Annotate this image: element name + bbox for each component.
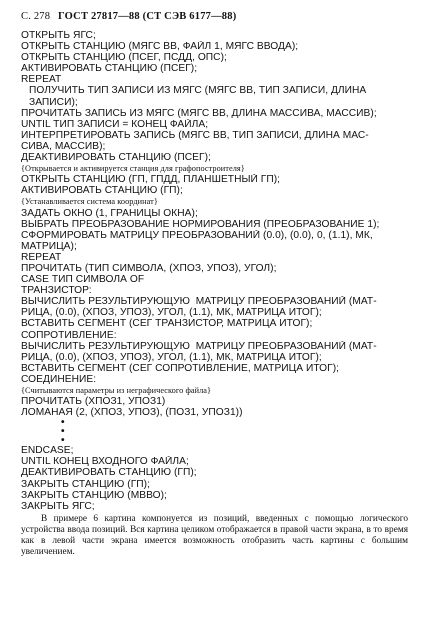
code-line: ВЫБРАТЬ ПРЕОБРАЗОВАНИЕ НОРМИРОВАНИЯ (ПРЕОБРАЗОВАНИЕ 1); <box>21 218 380 230</box>
code-line: ТРАНЗИСТОР: <box>21 285 92 297</box>
explanation-paragraph <box>21 514 408 559</box>
code-line: UNTIL КОНЕЦ ВХОДНОГО ФАЙЛА; <box>21 456 189 468</box>
code-line: СИВА, МАССИВ); <box>21 140 106 152</box>
code-line: ВСТАВИТЬ СЕГМЕНТ (СЕГ СОПРОТИВЛЕНИЕ, МАТРИЦА ИТОГ); <box>21 362 340 374</box>
code-line: ENDCASE; <box>21 445 74 457</box>
code-line: ВСТАВИТЬ СЕГМЕНТ (СЕГ ТРАНЗИСТОР, МАТРИЦА ИТОГ); <box>21 318 313 330</box>
code-line: CASE ТИП СИМВОЛА OF <box>21 274 145 286</box>
code-line: СОПРОТИВЛЕНИЕ: <box>21 329 117 341</box>
code-line: ЗАПИСИ); <box>29 96 78 108</box>
code-line: ЗАКРЫТЬ СТАНЦИЮ (МВВО); <box>21 489 167 501</box>
code-line: СФОРМИРОВАТЬ МАТРИЦУ ПРЕОБРАЗОВАНИЙ (0.0), (0.0), 0, (1.1), МК, <box>21 229 373 241</box>
code-line: ЗАКРЫТЬ ЯГС; <box>21 500 95 512</box>
code-line: ВЫЧИСЛИТЬ РЕЗУЛЬТИРУЮЩУЮ МАТРИЦУ ПРЕОБРАЗОВАНИЙ (МАТ- <box>21 296 377 308</box>
page-number: С. 278 <box>21 11 51 22</box>
code-line: ЗАДАТЬ ОКНО (1, ГРАНИЦЫ ОКНА); <box>21 207 198 219</box>
code-line: РИЦА, (0.0), (ХПОЗ, УПОЗ), УГОЛ, (1.1), МК, МАТРИЦА ИТОГ); <box>21 307 322 319</box>
standard-designation: ГОСТ 27817—88 (СТ СЭВ 6177—88) <box>58 11 237 22</box>
code-line: ДЕАКТИВИРОВАТЬ СТАНЦИЮ (ГП); <box>21 467 197 479</box>
code-line: ОТКРЫТЬ СТАНЦИЮ (ГП, ГПДД, ПЛАНШЕТНЫЙ ГП); <box>21 174 281 186</box>
code-line: ОТКРЫТЬ СТАНЦИЮ (ПСЕГ, ПСДД, ОПС); <box>21 52 227 64</box>
code-line: СОЕДИНЕНИЕ: <box>21 373 97 385</box>
code-line: ЗАКРЫТЬ СТАНЦИЮ (ГП); <box>21 478 150 490</box>
code-line: UNTIL ТИП ЗАПИСИ = КОНЕЦ ФАЙЛА; <box>21 118 209 130</box>
code-line: МАТРИЦА); <box>21 240 77 252</box>
code-comment: {Считываются параметры из неграфического файла} <box>21 386 212 395</box>
code-line: ЛОМАНАЯ (2, (ХПОЗ, УПОЗ), (ПОЗ1, УПОЗ1)) <box>21 407 243 419</box>
code-line: ПРОЧИТАТЬ (ТИП СИМВОЛА, (ХПОЗ, УПОЗ), УГОЛ); <box>21 262 277 274</box>
ellipsis-dot: • <box>61 418 65 428</box>
code-line: REPEAT <box>21 74 62 86</box>
code-comment: {Устанавливается система координат} <box>21 197 158 207</box>
code-line: ДЕАКТИВИРОВАТЬ СТАНЦИЮ (ПСЕГ); <box>21 152 211 164</box>
code-line: РИЦА, (0.0), (ХПОЗ, УПОЗ), УГОЛ, (1.1), МК, МАТРИЦА ИТОГ); <box>21 351 322 363</box>
code-line: АКТИВИРОВАТЬ СТАНЦИЮ (ПСЕГ); <box>21 63 198 75</box>
paragraph-text: В примере 6 картина компонуется из позиций, введенных с помощью логического устройства ввода позиций. Вся картина целиком отображается в правой части экрана, в то время как в левой части экрана имеется возможность отобразить часть картины с большим увеличением. <box>21 513 408 558</box>
code-line: ОТКРЫТЬ СТАНЦИЮ (МЯГС ВВ, ФАЙЛ 1, МЯГС ВВОДА); <box>21 41 299 53</box>
page-header <box>21 11 408 22</box>
code-line: ОТКРЫТЬ ЯГС; <box>21 30 96 41</box>
code-line: ВЫЧИСЛИТЬ РЕЗУЛЬТИРУЮЩУЮ МАТРИЦУ ПРЕОБРАЗОВАНИЙ (МАТ- <box>21 340 377 352</box>
code-line: АКТИВИРОВАТЬ СТАНЦИЮ (ГП); <box>21 185 183 197</box>
code-comment: {Открывается и активируется станция для графопостроителя} <box>21 164 245 174</box>
ellipsis-dot: • <box>61 436 65 446</box>
code-line: ПРОЧИТАТЬ ЗАПИСЬ ИЗ МЯГС (МЯГС ВВ, ДЛИНА МАССИВА, МАССИВ); <box>21 107 377 119</box>
code-line: ПОЛУЧИТЬ ТИП ЗАПИСИ ИЗ МЯГС (МЯГС ВВ, ТИП ЗАПИСИ, ДЛИНА <box>29 85 367 97</box>
code-listing <box>21 30 408 512</box>
code-line: REPEAT <box>21 251 62 263</box>
code-line: ПРОЧИТАТЬ (ХПОЗ1, УПОЗ1) <box>21 396 166 408</box>
ellipsis-dot: • <box>61 427 65 437</box>
code-line: ИНТЕРПРЕТИРОВАТЬ ЗАПИСЬ (МЯГС ВВ, ТИП ЗАПИСИ, ДЛИНА МАС- <box>21 129 369 141</box>
